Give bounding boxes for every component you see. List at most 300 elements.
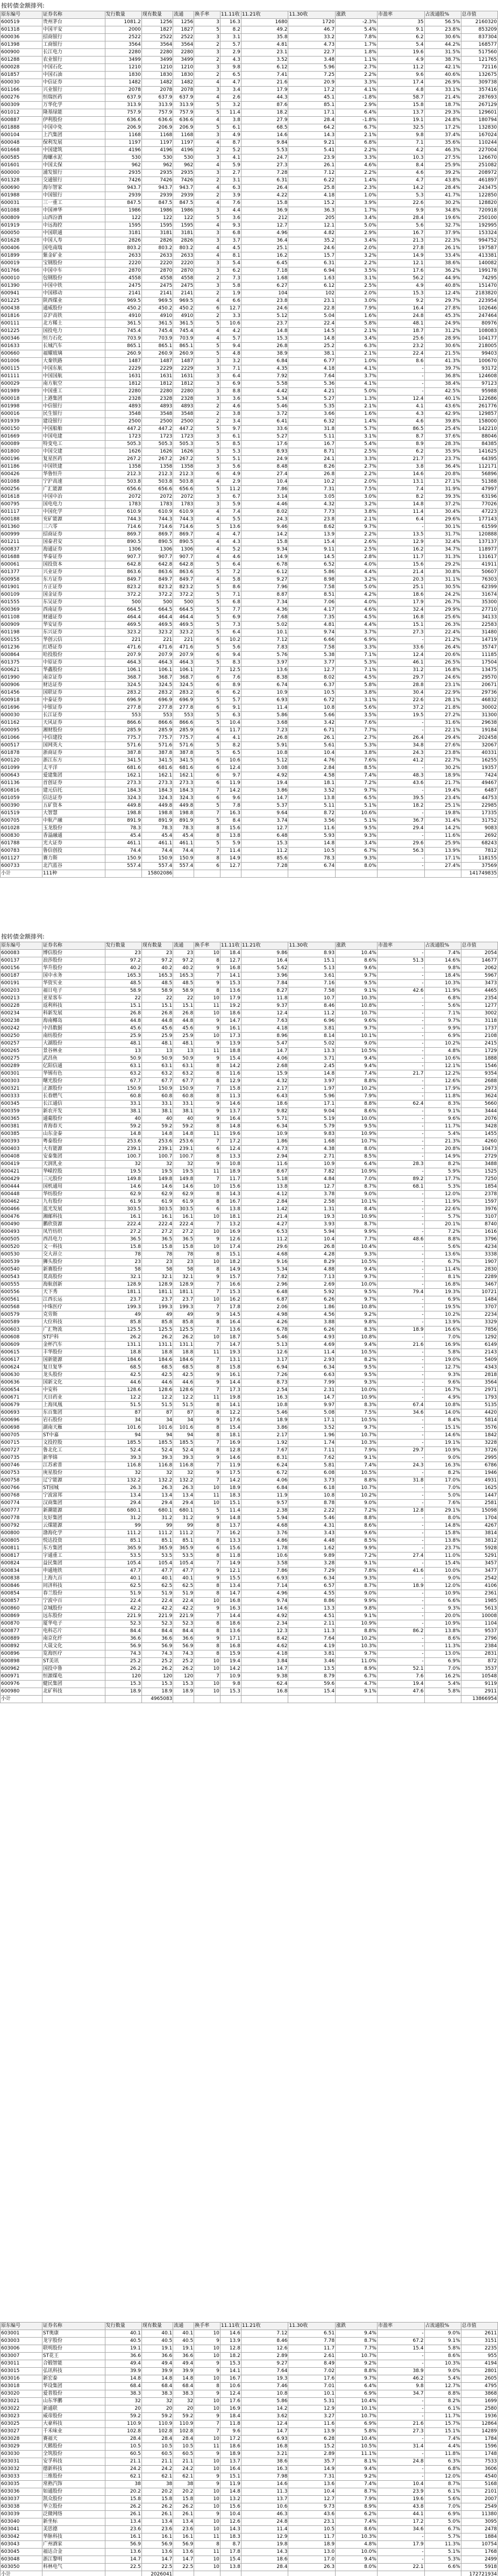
- table-cell[interactable]: 505.3: [105, 441, 141, 448]
- table-cell[interactable]: 8.14: [288, 1033, 336, 1040]
- table-cell[interactable]: 5.7%: [424, 1213, 461, 1221]
- table-cell[interactable]: 13.7: [220, 1522, 241, 1530]
- table-cell[interactable]: 2939: [173, 192, 194, 200]
- table-cell[interactable]: 7.0%: [424, 2503, 461, 2511]
- table-cell[interactable]: 中国东航: [42, 365, 105, 373]
- table-cell[interactable]: 28.4: [173, 2436, 194, 2443]
- table-cell[interactable]: 13.9: [288, 531, 336, 539]
- subtotal-cell[interactable]: [194, 2571, 220, 2576]
- table-cell[interactable]: 9.7%: [336, 1296, 378, 1304]
- table-cell[interactable]: 3095: [461, 2518, 497, 2526]
- table-cell[interactable]: 12.2: [141, 1394, 173, 1402]
- table-cell[interactable]: 125.5: [173, 1326, 194, 1334]
- column-header[interactable]: 发行数量: [105, 942, 141, 950]
- table-cell[interactable]: 32.1: [173, 1274, 194, 1281]
- table-cell[interactable]: 600679: [1, 1402, 42, 1409]
- table-cell[interactable]: 27710: [461, 606, 497, 614]
- table-cell[interactable]: 837304: [461, 34, 497, 41]
- table-cell[interactable]: 9.2%: [336, 2360, 378, 2368]
- table-cell[interactable]: 13.1: [220, 1357, 241, 1364]
- table-cell[interactable]: 10.7%: [336, 1485, 378, 1492]
- table-cell[interactable]: 42.2: [105, 1605, 141, 1613]
- table-cell[interactable]: 12.1%: [424, 1063, 461, 1070]
- table-cell[interactable]: 74.4: [105, 848, 141, 855]
- table-cell[interactable]: 10: [194, 1183, 220, 1191]
- table-cell[interactable]: 309738: [461, 79, 497, 87]
- table-cell[interactable]: 亿阳信通: [42, 1063, 105, 1070]
- table-cell[interactable]: 39.2%: [424, 170, 461, 177]
- table-cell[interactable]: 10.2%: [336, 1492, 378, 1500]
- table-cell[interactable]: 18.7: [377, 328, 424, 335]
- table-cell[interactable]: 16.1: [141, 2533, 173, 2541]
- table-cell[interactable]: 9.5%: [336, 1372, 378, 1379]
- table-cell[interactable]: 72116: [461, 64, 497, 72]
- table-cell[interactable]: 3726: [461, 1447, 497, 1455]
- table-cell[interactable]: 14.7: [220, 1590, 241, 1598]
- table-cell[interactable]: 6.9: [220, 380, 241, 388]
- table-cell[interactable]: 厦华电子: [42, 1620, 105, 1628]
- table-cell[interactable]: 恒瑞医药: [42, 94, 105, 102]
- table-cell[interactable]: 9.3%: [424, 1605, 461, 1613]
- table-cell[interactable]: 6.52: [288, 561, 336, 569]
- table-cell[interactable]: 571.6: [105, 742, 141, 750]
- table-cell[interactable]: 8: [194, 987, 220, 995]
- table-cell[interactable]: 15.3: [141, 1681, 173, 1688]
- table-cell[interactable]: 7: [194, 1477, 220, 1485]
- table-cell[interactable]: 1616: [461, 1229, 497, 1236]
- table-cell[interactable]: 8.4%: [336, 1206, 378, 1213]
- table-cell[interactable]: 10.5: [173, 2443, 194, 2451]
- table-cell[interactable]: 9.5%: [336, 1289, 378, 1296]
- table-cell[interactable]: 浪莎股份: [42, 957, 105, 965]
- table-cell[interactable]: 20.8%: [424, 1146, 461, 1153]
- table-cell[interactable]: 3.0%: [336, 493, 378, 501]
- table-cell[interactable]: 16.2%: [424, 1673, 461, 1681]
- table-cell[interactable]: 42.5: [141, 1372, 173, 1379]
- table-cell[interactable]: 1484: [461, 1296, 497, 1304]
- table-cell[interactable]: 18.9%: [424, 772, 461, 780]
- table-cell[interactable]: 449.8: [105, 802, 141, 810]
- table-cell[interactable]: 4.1: [377, 403, 424, 411]
- table-cell[interactable]: 26.2: [105, 1665, 141, 1673]
- table-cell[interactable]: 132.2: [141, 1477, 173, 1485]
- table-cell[interactable]: 642.8: [141, 561, 173, 569]
- table-cell[interactable]: 36.4: [241, 237, 288, 245]
- table-cell[interactable]: 8.78: [288, 1500, 336, 1507]
- table-cell[interactable]: 4: [194, 117, 220, 124]
- table-cell[interactable]: 12.7: [220, 863, 241, 870]
- table-cell[interactable]: 2078: [173, 87, 194, 94]
- table-cell[interactable]: 16.9: [220, 2405, 241, 2413]
- table-cell[interactable]: 5928: [461, 1545, 497, 1552]
- table-cell[interactable]: 78.3: [173, 825, 194, 832]
- table-cell[interactable]: 7.1: [220, 591, 241, 599]
- table-cell[interactable]: 60.8: [105, 1093, 141, 1100]
- table-cell[interactable]: 12.2: [105, 1394, 141, 1402]
- table-cell[interactable]: 19.1: [173, 2345, 194, 2353]
- table-cell[interactable]: 23.6: [173, 2526, 194, 2533]
- table-cell[interactable]: 12.0%: [424, 1191, 461, 1198]
- table-cell[interactable]: 3.62: [241, 2413, 288, 2420]
- table-cell[interactable]: 紫金矿业: [42, 252, 105, 260]
- table-cell[interactable]: 7: [194, 1138, 220, 1146]
- table-cell[interactable]: 52.4: [173, 1447, 194, 1455]
- table-cell[interactable]: 6.2: [377, 34, 424, 41]
- table-cell[interactable]: 603030: [1, 2451, 42, 2458]
- table-cell[interactable]: 461.1: [173, 840, 194, 848]
- table-cell[interactable]: 17.2: [220, 1138, 241, 1146]
- table-cell[interactable]: 47.7: [173, 1568, 194, 1575]
- table-cell[interactable]: 60.8: [141, 1093, 173, 1100]
- table-cell[interactable]: 5.11: [288, 802, 336, 810]
- table-cell[interactable]: 16.7: [288, 441, 336, 448]
- table-cell[interactable]: 4.5%: [336, 614, 378, 622]
- table-cell[interactable]: 10: [194, 2398, 220, 2405]
- table-cell[interactable]: 2.45: [288, 1063, 336, 1070]
- table-cell[interactable]: 11.7%: [424, 1123, 461, 1131]
- table-cell[interactable]: 14.1: [220, 972, 241, 980]
- table-cell[interactable]: 59.2: [173, 2413, 194, 2420]
- table-cell[interactable]: 99: [105, 1522, 141, 1530]
- table-cell[interactable]: 23.9: [377, 2488, 424, 2496]
- table-cell[interactable]: 22.5: [141, 2564, 173, 2571]
- table-cell[interactable]: 3.68: [241, 719, 288, 727]
- table-cell[interactable]: 601633: [1, 343, 42, 350]
- table-cell[interactable]: 5.8: [220, 283, 241, 290]
- table-cell[interactable]: 600048: [1, 139, 42, 147]
- column-header[interactable]: 换手率: [194, 11, 220, 19]
- table-cell[interactable]: -: [377, 1093, 424, 1100]
- table-cell[interactable]: 14.2%: [424, 825, 461, 832]
- table-cell[interactable]: 2072: [173, 493, 194, 501]
- table-cell[interactable]: 68.5: [105, 1364, 141, 1372]
- table-cell[interactable]: 30.2%: [424, 765, 461, 772]
- table-cell[interactable]: 13.6: [220, 1326, 241, 1334]
- table-cell[interactable]: 2.0%: [336, 290, 378, 298]
- table-cell[interactable]: 10: [194, 2556, 220, 2564]
- table-cell[interactable]: 7.11: [288, 1447, 336, 1455]
- table-cell[interactable]: 20.2: [105, 2488, 141, 2496]
- table-cell[interactable]: -: [377, 832, 424, 840]
- table-cell[interactable]: 5.0%: [336, 222, 378, 230]
- table-cell[interactable]: 600390: [1, 802, 42, 810]
- table-cell[interactable]: 五矿资本: [42, 802, 105, 810]
- table-cell[interactable]: 10.5%: [336, 1259, 378, 1266]
- table-cell[interactable]: 6: [194, 1206, 220, 1213]
- table-cell[interactable]: 39.8%: [424, 418, 461, 426]
- table-cell[interactable]: 19.0%: [424, 1357, 461, 1364]
- table-cell[interactable]: 37.2%: [424, 501, 461, 509]
- table-cell[interactable]: 3: [194, 64, 220, 72]
- table-cell[interactable]: 47223: [461, 509, 497, 516]
- table-cell[interactable]: 15.7%: [424, 2420, 461, 2428]
- table-cell[interactable]: 29.4: [105, 1500, 141, 1507]
- table-cell[interactable]: 14.6: [220, 1100, 241, 1108]
- table-cell[interactable]: 10473: [461, 1146, 497, 1153]
- table-cell[interactable]: 11.8: [220, 1552, 241, 1560]
- table-cell[interactable]: 11.7: [377, 554, 424, 561]
- table-cell[interactable]: 3.1%: [336, 697, 378, 704]
- table-cell[interactable]: 19.1%: [424, 1439, 461, 1447]
- table-cell[interactable]: 10.3%: [424, 980, 461, 987]
- table-cell[interactable]: 4893: [141, 403, 173, 411]
- table-cell[interactable]: 9.3: [220, 222, 241, 230]
- table-cell[interactable]: 600010: [1, 275, 42, 283]
- table-cell[interactable]: 5: [194, 569, 220, 576]
- table-cell[interactable]: 36.6: [105, 2353, 141, 2360]
- table-cell[interactable]: 101.6: [173, 1424, 194, 1432]
- table-cell[interactable]: 景谷林业: [42, 1048, 105, 1055]
- table-cell[interactable]: 3329: [461, 1319, 497, 1326]
- table-cell[interactable]: 8: [194, 832, 220, 840]
- table-cell[interactable]: 16255: [461, 757, 497, 765]
- table-cell[interactable]: 10.0%: [336, 1387, 378, 1394]
- table-cell[interactable]: 中国电建: [42, 433, 105, 441]
- table-cell[interactable]: 1210: [105, 64, 141, 72]
- table-cell[interactable]: 7: [194, 1462, 220, 1470]
- table-cell[interactable]: 6: [194, 682, 220, 689]
- table-cell[interactable]: 2.54: [241, 1387, 288, 1394]
- subtotal-cell[interactable]: [424, 1696, 461, 1703]
- table-cell[interactable]: 12.7: [241, 222, 288, 230]
- table-cell[interactable]: 10.6: [241, 1552, 288, 1560]
- table-cell[interactable]: 10.8: [220, 1161, 241, 1168]
- table-cell[interactable]: 35.2: [288, 237, 336, 245]
- subtotal-cell[interactable]: [288, 2571, 336, 2576]
- table-cell[interactable]: 10.9: [241, 689, 288, 697]
- table-cell[interactable]: 76303: [461, 576, 497, 584]
- table-cell[interactable]: 海通证券: [42, 546, 105, 554]
- table-cell[interactable]: 601162: [1, 719, 42, 727]
- table-cell[interactable]: 福日电子: [42, 987, 105, 995]
- table-cell[interactable]: 17.9%: [424, 1085, 461, 1093]
- table-cell[interactable]: 601198: [1, 629, 42, 637]
- table-cell[interactable]: 9.6%: [424, 1379, 461, 1387]
- table-cell[interactable]: 9.1%: [336, 1613, 378, 1620]
- table-cell[interactable]: 1210: [141, 64, 173, 72]
- table-cell[interactable]: 4.62: [241, 1643, 288, 1650]
- table-cell[interactable]: 1626: [141, 448, 173, 456]
- table-cell[interactable]: 31300: [461, 712, 497, 719]
- table-cell[interactable]: 12.4: [241, 2420, 288, 2428]
- table-cell[interactable]: 2361: [461, 1590, 497, 1598]
- table-cell[interactable]: 600408: [1, 1153, 42, 1161]
- table-cell[interactable]: -: [377, 365, 424, 373]
- table-cell[interactable]: 25.1: [377, 584, 424, 591]
- table-cell[interactable]: 27.3: [377, 2428, 424, 2436]
- table-cell[interactable]: 9.46: [241, 524, 288, 531]
- table-cell[interactable]: 弘讯科技: [42, 2368, 105, 2375]
- table-cell[interactable]: 260.9: [173, 350, 194, 358]
- subtotal-cell[interactable]: [424, 2571, 461, 2576]
- table-cell[interactable]: 12.0%: [424, 2473, 461, 2481]
- table-cell[interactable]: 1626: [173, 448, 194, 456]
- table-cell[interactable]: 4: [194, 298, 220, 305]
- table-cell[interactable]: 14.8: [220, 1123, 241, 1131]
- table-cell[interactable]: 600365: [1, 1116, 42, 1123]
- table-cell[interactable]: 6.12: [241, 64, 288, 72]
- table-cell[interactable]: 9: [194, 2451, 220, 2458]
- table-cell[interactable]: 198.8: [105, 810, 141, 817]
- table-cell[interactable]: 29.1%: [424, 1507, 461, 1515]
- table-cell[interactable]: 14.7: [173, 2556, 194, 2564]
- table-cell[interactable]: 9.3%: [336, 1379, 378, 1387]
- table-cell[interactable]: 11.9: [220, 1462, 241, 1470]
- table-cell[interactable]: 7.2%: [336, 1552, 378, 1560]
- table-cell[interactable]: 2.38: [241, 1507, 288, 1515]
- table-cell[interactable]: 10.9%: [336, 1168, 378, 1176]
- table-cell[interactable]: 7.28: [241, 863, 288, 870]
- table-cell[interactable]: 2633: [141, 252, 173, 260]
- table-cell[interactable]: 27.2%: [424, 712, 461, 719]
- table-cell[interactable]: 600369: [1, 606, 42, 614]
- table-cell[interactable]: -: [377, 1085, 424, 1093]
- table-cell[interactable]: 建元信托: [42, 787, 105, 795]
- table-cell[interactable]: -1.8%: [336, 94, 378, 102]
- table-cell[interactable]: 10.5: [288, 2526, 336, 2533]
- table-cell[interactable]: 5.35: [288, 403, 336, 411]
- table-cell[interactable]: 14.8: [173, 2375, 194, 2383]
- table-cell[interactable]: 42.9%: [424, 411, 461, 418]
- table-cell[interactable]: 3.21: [241, 2451, 288, 2458]
- table-cell[interactable]: 2818: [461, 1372, 497, 1379]
- table-cell[interactable]: 31752: [461, 817, 497, 825]
- table-cell[interactable]: 3.48: [288, 57, 336, 64]
- table-cell[interactable]: 36.6: [173, 1635, 194, 1643]
- table-cell[interactable]: 63.1: [173, 1063, 194, 1070]
- table-cell[interactable]: 14.2: [220, 1063, 241, 1070]
- table-cell[interactable]: 43.8%: [424, 177, 461, 185]
- table-cell[interactable]: 3: [194, 373, 220, 380]
- table-cell[interactable]: 16.3: [220, 810, 241, 817]
- table-cell[interactable]: 22.1: [377, 2564, 424, 2571]
- table-cell[interactable]: 8.9: [220, 682, 241, 689]
- table-cell[interactable]: 4.06: [241, 1477, 288, 1485]
- table-cell[interactable]: 28.4: [377, 215, 424, 222]
- column-header[interactable]: 11.21收: [241, 11, 288, 19]
- table-cell[interactable]: 12.7: [220, 305, 241, 313]
- table-cell[interactable]: 5: [194, 712, 220, 719]
- table-cell[interactable]: 25.8: [288, 185, 336, 192]
- table-cell[interactable]: 32: [173, 1470, 194, 1477]
- table-cell[interactable]: 7: [194, 787, 220, 795]
- table-cell[interactable]: 601108: [1, 614, 42, 622]
- table-cell[interactable]: 680.1: [141, 1507, 173, 1515]
- table-cell[interactable]: 7.13: [288, 1274, 336, 1281]
- table-cell[interactable]: 600630: [1, 1372, 42, 1379]
- table-cell[interactable]: 6.57: [288, 1583, 336, 1590]
- table-cell[interactable]: 4.9: [377, 57, 424, 64]
- table-cell[interactable]: 600540: [1, 1266, 42, 1274]
- table-cell[interactable]: 23.1: [288, 2518, 336, 2526]
- table-cell[interactable]: 16.7: [220, 2375, 241, 2383]
- table-cell[interactable]: 58.9: [173, 987, 194, 995]
- table-cell[interactable]: 23.7: [105, 1296, 141, 1304]
- table-cell[interactable]: 华锡有色: [42, 1070, 105, 1078]
- table-cell[interactable]: 哈投股份: [42, 652, 105, 659]
- table-cell[interactable]: 3: [194, 283, 220, 290]
- table-cell[interactable]: 97.2: [141, 957, 173, 965]
- table-cell[interactable]: 27.8: [377, 245, 424, 252]
- table-cell[interactable]: 11.6: [288, 2420, 336, 2428]
- table-cell[interactable]: 601901: [1, 584, 42, 591]
- table-cell[interactable]: 64.2: [288, 124, 336, 132]
- table-cell[interactable]: 17.1: [288, 109, 336, 117]
- table-cell[interactable]: 11380: [461, 2511, 497, 2518]
- table-cell[interactable]: 28.3: [377, 1161, 424, 1168]
- table-cell[interactable]: 6.24: [241, 1462, 288, 1470]
- table-cell[interactable]: 大豪科技: [42, 2420, 105, 2428]
- table-cell[interactable]: 260.9: [141, 350, 173, 358]
- table-cell[interactable]: 3.8: [220, 117, 241, 124]
- table-cell[interactable]: 603036: [1, 2488, 42, 2496]
- table-cell[interactable]: 4.68: [241, 1522, 288, 1530]
- table-cell[interactable]: 北方稀土: [42, 320, 105, 328]
- table-cell[interactable]: 104177: [461, 335, 497, 343]
- table-cell[interactable]: 14.8: [288, 840, 336, 848]
- table-cell[interactable]: 伊利股份: [42, 117, 105, 124]
- table-cell[interactable]: 1723: [105, 433, 141, 441]
- table-cell[interactable]: 5.86: [241, 712, 288, 719]
- table-cell[interactable]: 2280: [141, 49, 173, 57]
- table-cell[interactable]: 1.97: [288, 1085, 336, 1093]
- table-cell[interactable]: 9.9%: [336, 1598, 378, 1605]
- table-cell[interactable]: 2522: [141, 34, 173, 41]
- table-cell[interactable]: 600517: [1, 742, 42, 750]
- table-cell[interactable]: 603040: [1, 2518, 42, 2526]
- table-cell[interactable]: 303.5: [141, 1206, 173, 1213]
- table-cell[interactable]: 372.2: [105, 591, 141, 599]
- table-cell[interactable]: 7.86: [241, 1568, 288, 1575]
- table-cell[interactable]: 29.2%: [424, 561, 461, 569]
- table-cell[interactable]: 6.8%: [336, 139, 378, 147]
- table-cell[interactable]: 天目药业: [42, 1394, 105, 1402]
- table-cell[interactable]: 25.4%: [424, 426, 461, 433]
- table-cell[interactable]: 14.7: [288, 1394, 336, 1402]
- table-cell[interactable]: 13.3: [288, 1048, 336, 1055]
- table-cell[interactable]: 1.7%: [336, 207, 378, 215]
- table-cell[interactable]: 24.6%: [424, 674, 461, 682]
- table-cell[interactable]: 637.9: [141, 94, 173, 102]
- table-cell[interactable]: 610.9: [173, 509, 194, 516]
- table-cell[interactable]: 36.5: [173, 1236, 194, 1244]
- table-cell[interactable]: 2522: [173, 34, 194, 41]
- table-cell[interactable]: 3.2: [220, 102, 241, 109]
- table-cell[interactable]: 8.5%: [336, 1537, 378, 1545]
- table-cell[interactable]: 4.6: [220, 403, 241, 411]
- table-cell[interactable]: 7.01: [288, 2383, 336, 2390]
- table-cell[interactable]: 13.4: [105, 1492, 141, 1500]
- table-cell[interactable]: 25.6: [377, 335, 424, 343]
- table-cell[interactable]: 1793: [461, 1394, 497, 1402]
- table-cell[interactable]: 745.4: [141, 328, 173, 335]
- table-cell[interactable]: 3.73: [288, 1477, 336, 1485]
- table-cell[interactable]: 38.1: [141, 1108, 173, 1116]
- table-cell[interactable]: 108083: [461, 328, 497, 335]
- table-cell[interactable]: 国中水务: [42, 972, 105, 980]
- table-cell[interactable]: 3707: [461, 1304, 497, 1311]
- subtotal-cell[interactable]: [377, 2571, 424, 2576]
- table-cell[interactable]: 8.0%: [424, 1515, 461, 1522]
- table-cell[interactable]: 4.4%: [336, 569, 378, 576]
- table-cell[interactable]: 15.3: [173, 1681, 194, 1688]
- table-cell[interactable]: 14.7: [241, 1665, 288, 1673]
- table-cell[interactable]: 450.2: [141, 305, 173, 313]
- table-cell[interactable]: 5.12: [241, 757, 288, 765]
- table-cell[interactable]: 1884: [461, 2533, 497, 2541]
- table-cell[interactable]: -: [377, 1168, 424, 1176]
- table-cell[interactable]: 324.5: [105, 682, 141, 689]
